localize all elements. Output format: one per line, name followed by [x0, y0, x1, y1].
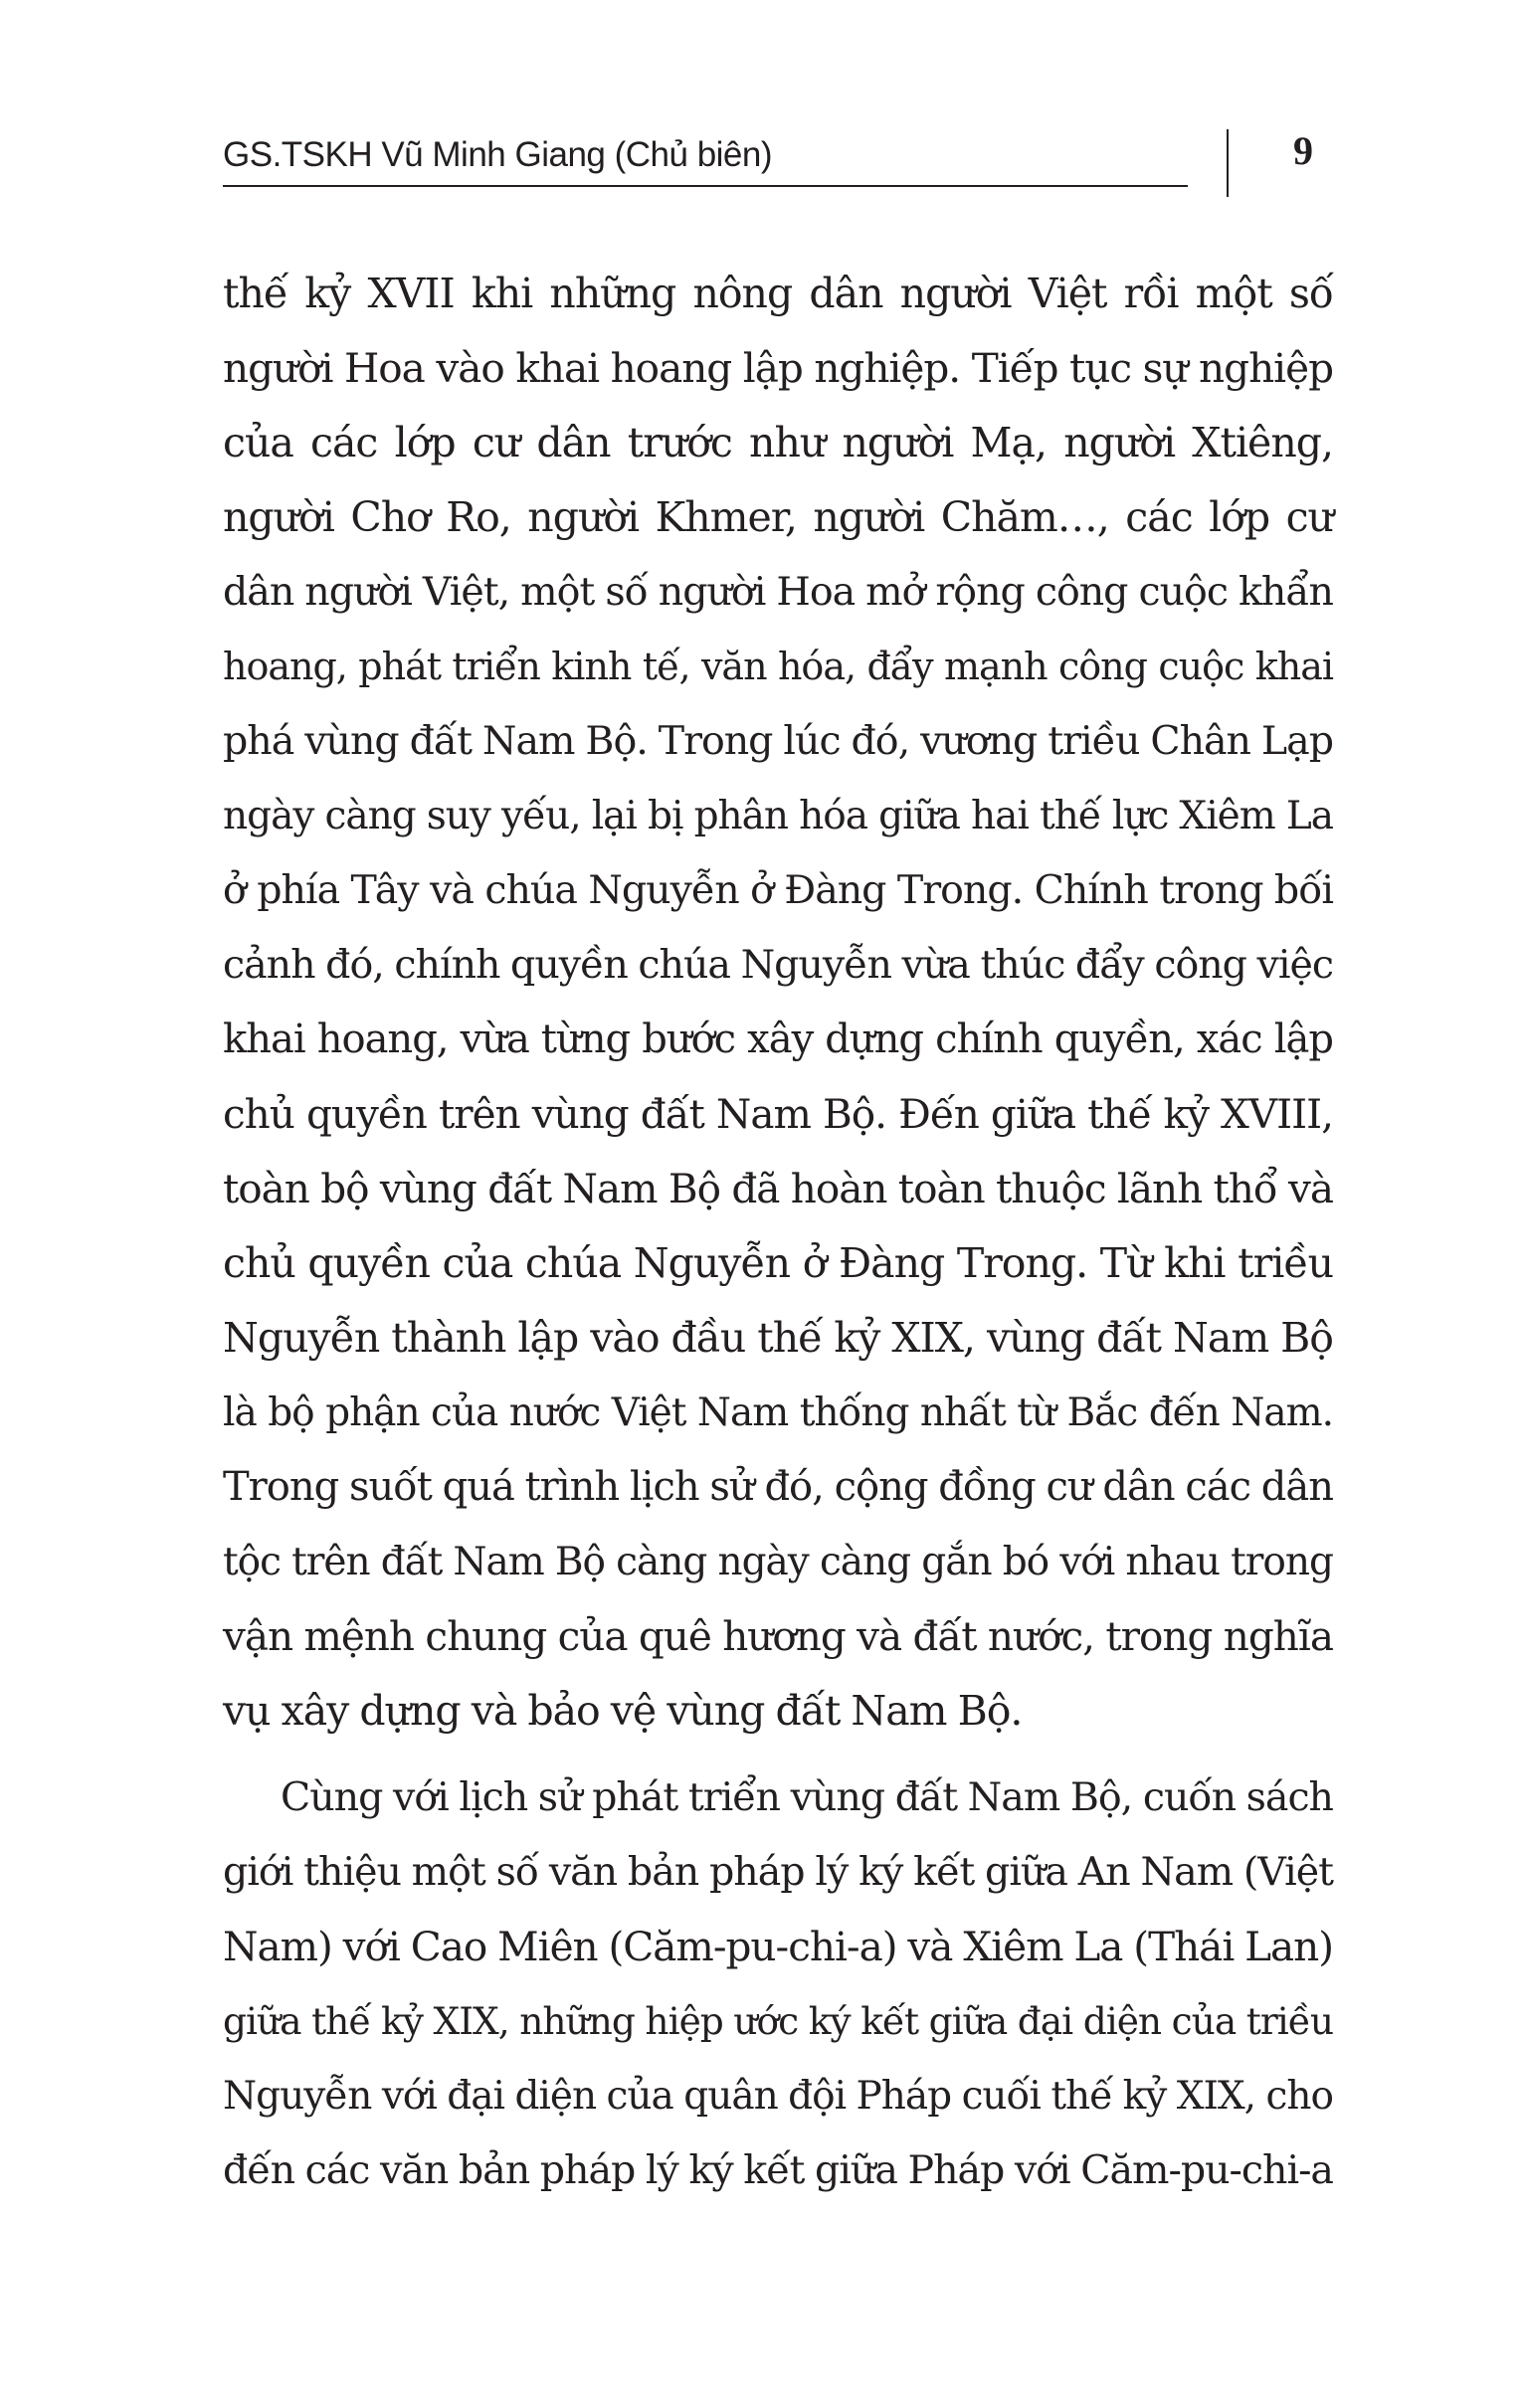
text-line: người Chơ Ro, người Khmer, người Chăm…, các lớp cư [223, 493, 1333, 541]
text-line: người Hoa vào khai hoang lập nghiệp. Tiếp tục sự nghiệp [223, 344, 1333, 392]
text-line: Cùng với lịch sử phát triển vùng đất Nam Bộ, cuốn sách [281, 1774, 1333, 1820]
text-line: vận mệnh chung của quê hương và đất nước, trong nghĩa [223, 1612, 1333, 1660]
text-line: cảnh đó, chính quyền chúa Nguyễn vừa thúc đẩy công việc [223, 942, 1333, 988]
text-line: phá vùng đất Nam Bộ. Trong lúc đó, vương triều Chân Lạp [223, 718, 1333, 764]
text-line: chủ quyền trên vùng đất Nam Bộ. Đến giữa thế kỷ XVIII, [223, 1090, 1333, 1138]
text-line: khai hoang, vừa từng bước xây dựng chính quyền, xác lập [223, 1017, 1333, 1062]
running-title: GS.TSKH Vũ Minh Giang (Chủ biên) [223, 135, 773, 174]
text-line: ngày càng suy yếu, lại bị phân hóa giữa hai thế lực Xiêm La [223, 794, 1333, 838]
text-line: giữa thế kỷ XIX, những hiệp ước ký kết giữa đại diện của triều [223, 1999, 1333, 2043]
text-line: chủ quyền của chúa Nguyễn ở Đàng Trong. Từ khi triều [223, 1239, 1333, 1287]
text-line: giới thiệu một số văn bản pháp lý ký kết giữa An Nam (Việt [223, 1849, 1333, 1895]
text-line: ở phía Tây và chúa Nguyễn ở Đàng Trong. Chính trong bối [223, 867, 1333, 913]
text-line: toàn bộ vùng đất Nam Bộ đã hoàn toàn thuộc lãnh thổ và [223, 1165, 1333, 1212]
page-number: 9 [1293, 128, 1313, 173]
header-divider [1227, 129, 1229, 197]
page-header [0, 0, 1527, 209]
text-line: Nam) với Cao Miên (Căm-pu-chi-a) và Xiêm La (Thái Lan) [223, 1923, 1334, 1970]
text-line: đến các văn bản pháp lý ký kết giữa Pháp với Căm-pu-chi-a [223, 2147, 1333, 2193]
text-line: Nguyễn với đại diện của quân đội Pháp cuối thế kỷ XIX, cho [223, 2074, 1333, 2119]
text-line: thế kỷ XVII khi những nông dân người Việt rồi một số [223, 270, 1333, 317]
header-rule [223, 185, 1188, 187]
paragraph-gap [223, 1749, 1333, 1760]
body-text [223, 257, 1333, 2208]
text-line: hoang, phát triển kinh tế, văn hóa, đẩy mạnh công cuộc khai [223, 645, 1333, 688]
paragraph [223, 257, 1333, 1749]
text-line: vụ xây dựng và bảo vệ vùng đất Nam Bộ. [223, 1687, 1023, 1735]
text-line: dân người Việt, một số người Hoa mở rộng công cuộc khẩn [223, 569, 1333, 615]
text-line: là bộ phận của nước Việt Nam thống nhất từ Bắc đến Nam. [223, 1390, 1333, 1435]
text-line: Trong suốt quá trình lịch sử đó, cộng đồng cư dân các dân [223, 1464, 1333, 1510]
paragraph [223, 1760, 1333, 2208]
text-line: tộc trên đất Nam Bộ càng ngày càng gắn bó với nhau trong [223, 1540, 1333, 1584]
text-line: của các lớp cư dân trước như người Mạ, người Xtiêng, [223, 419, 1333, 466]
text-line: Nguyễn thành lập vào đầu thế kỷ XIX, vùng đất Nam Bộ [223, 1314, 1333, 1362]
